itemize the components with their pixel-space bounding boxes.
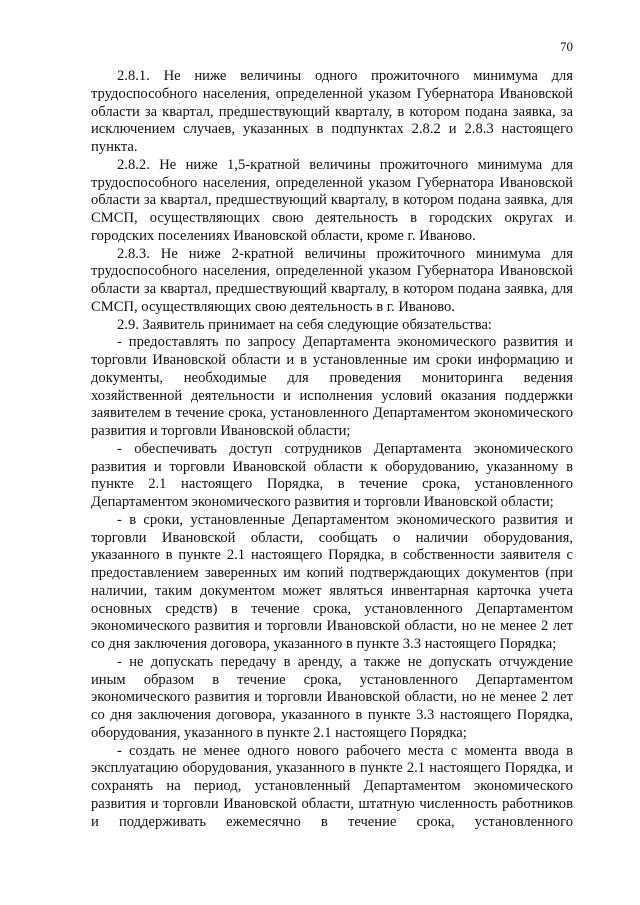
paragraph-2-9: 2.9. Заявитель принимает на себя следующие обязательства: <box>117 316 492 333</box>
obligation-item: - создать не менее одного нового рабочего места с момента ввода в эксплуатацию оборудования, указанного в пункте 2.1 настоящего Порядка, и сохранять на период, установленный Департаментом экономического развития и торговли Ивановской области, штатную численность работников и поддерживать ежемесячно в течение срока, установленного <box>91 742 573 830</box>
obligation-item: - предоставлять по запросу Департамента экономического развития и торговли Ивановской области и в установленные им сроки информацию и документы, необходимые для проведения мониторинга ведения хозяйственной деятельности и исполнения условий оказания поддержки заявителем в течение срока, установленного Департаментом экономического развития и торговли Ивановской области; <box>91 334 573 439</box>
paragraph-2-8-2: 2.8.2. Не ниже 1,5-кратной величины прожиточного минимума для трудоспособного населения, определенной указом Губернатора Ивановской области за квартал, предшествующий кварталу, в котором подана заявка, для СМСП, осуществляющих свою деятельность в городских округах и городских поселениях Ивановской области, кроме г. Иваново. <box>91 156 573 244</box>
paragraph-2-8-1: 2.8.1. Не ниже величины одного прожиточного минимума для трудоспособного населения, определенной указом Губернатора Ивановской области за квартал, предшествующий кварталу, в котором подана заявка, за исключением случаев, указанных в подпунктах 2.8.2 и 2.8.3 настоящего пункта. <box>91 68 573 155</box>
paragraph-2-8-3: 2.8.3. Не ниже 2-кратной величины прожиточного минимума для трудоспособного населения, определенной указом Губернатора Ивановской области за квартал, предшествующий кварталу, в котором подана заявка, для СМСП, осуществляющих свою деятельность в г. Иваново. <box>91 245 573 315</box>
obligation-item: - не допускать передачу в аренду, а также не допускать отчуждение иным образом в течение срока, установленного Департаментом экономического развития и торговли Ивановской области, но не менее 2 лет со дня заключения договора, указанного в пункте 3.3 настоящего Порядка, оборудования, указанного в пункте 2.1 настоящего Порядка; <box>91 653 573 741</box>
obligation-item: - обеспечивать доступ сотрудников Департамента экономического развития и торговли Ивановской области к оборудованию, указанному в пункте 2.1 настоящего Порядка, в течение срока, установленного Департаментом экономического развития и торговли Ивановской области; <box>91 440 573 510</box>
obligation-item: - в сроки, установленные Департаментом экономического развития и торговли Ивановской области, сообщать о наличии оборудования, указанного в пункте 2.1 настоящего Порядка, в собственности заявителя с предоставлением заверенных им копий подтверждающих документов (при наличии, таким документом может являться инвентарная карточка учета основных средств) в течение срока, установленного Департаментом экономического развития и торговли Ивановской области, но не менее 2 лет со дня заключения договора, указанного в пункте 3.3 настоящего Порядка; <box>91 511 573 652</box>
document-body <box>91 68 573 831</box>
page-number: 70 <box>560 39 573 54</box>
